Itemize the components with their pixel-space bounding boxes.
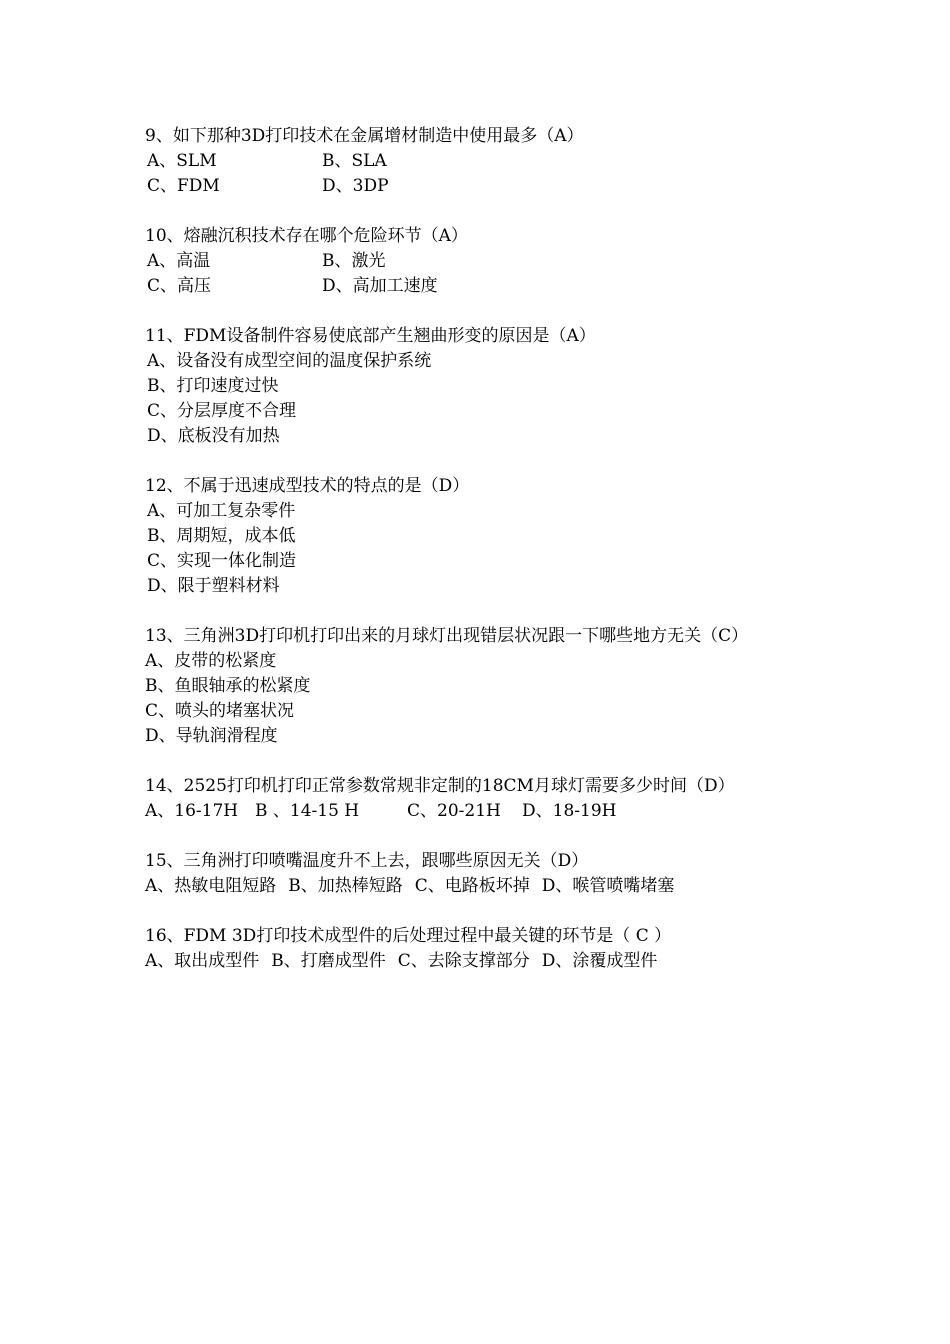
option-a: A、16-17H xyxy=(145,801,239,821)
question-11 xyxy=(145,324,845,449)
question-title: 11、FDM设备制件容易使底部产生翘曲形变的原因是（A） xyxy=(145,326,596,346)
question-title: 12、不属于迅速成型技术的特点的是（D） xyxy=(145,476,470,496)
question-12 xyxy=(145,474,845,599)
option-d: D、高加工速度 xyxy=(322,276,438,296)
option-b: B、周期短，成本低 xyxy=(147,526,296,546)
question-title: 9、如下那种3D打印技术在金属增材制造中使用最多（A） xyxy=(145,126,584,146)
question-list xyxy=(145,124,845,999)
option-d: D、喉管喷嘴堵塞 xyxy=(541,876,675,896)
question-15 xyxy=(145,849,845,899)
option-a: A、可加工复杂零件 xyxy=(147,501,296,521)
question-9 xyxy=(145,124,845,199)
option-d: D、限于塑料材料 xyxy=(147,576,280,596)
option-c: C、分层厚度不合理 xyxy=(147,401,297,421)
option-a: A、皮带的松紧度 xyxy=(145,651,277,671)
option-b: B、打印速度过快 xyxy=(147,376,279,396)
option-row xyxy=(145,149,845,174)
option-d: D、导轨润滑程度 xyxy=(145,726,278,746)
question-title: 14、2525打印机打印正常参数常规非定制的18CM月球灯需要多少时间（D） xyxy=(145,776,735,796)
option-c: C、实现一体化制造 xyxy=(147,551,297,571)
option-d: D、18-19H xyxy=(522,801,617,821)
option-row xyxy=(145,249,845,274)
question-13 xyxy=(145,624,845,749)
question-title: 13、三角洲3D打印机打印出来的月球灯出现错层状况跟一下哪些地方无关（C） xyxy=(145,626,749,646)
option-c: C、FDM xyxy=(147,176,220,196)
option-c: C、20-21H xyxy=(407,801,501,821)
option-d: D、3DP xyxy=(322,176,389,196)
question-title: 16、FDM 3D打印技术成型件的后处理过程中最关键的环节是（ C ） xyxy=(145,926,672,946)
option-row xyxy=(145,274,845,299)
question-16 xyxy=(145,924,845,974)
option-a: A、设备没有成型空间的温度保护系统 xyxy=(147,351,432,371)
option-a: A、SLM xyxy=(147,151,217,171)
question-title: 15、三角洲打印喷嘴温度升不上去，跟哪些原因无关（D） xyxy=(145,851,589,871)
option-b: B、SLA xyxy=(322,151,387,171)
option-c: C、高压 xyxy=(147,276,212,296)
option-b: B 、14-15 H xyxy=(255,801,360,821)
option-c: C、喷头的堵塞状况 xyxy=(145,701,295,721)
option-b: B、鱼眼轴承的松紧度 xyxy=(145,676,311,696)
option-b: B、激光 xyxy=(322,251,386,271)
option-row xyxy=(145,874,845,899)
question-title: 10、熔融沉积技术存在哪个危险环节（A） xyxy=(145,226,468,246)
option-c: C、去除支撑部分 xyxy=(397,951,530,971)
question-14 xyxy=(145,774,845,824)
option-c: C、电路板坏掉 xyxy=(414,876,530,896)
option-d: D、涂覆成型件 xyxy=(541,951,658,971)
option-a: A、热敏电阻短路 xyxy=(145,876,277,896)
question-10 xyxy=(145,224,845,299)
option-b: B、打磨成型件 xyxy=(271,951,386,971)
option-a: A、取出成型件 xyxy=(145,951,260,971)
option-d: D、底板没有加热 xyxy=(147,426,280,446)
option-row xyxy=(145,799,845,824)
option-a: A、高温 xyxy=(147,251,211,271)
option-b: B、加热棒短路 xyxy=(288,876,403,896)
option-row xyxy=(145,949,845,974)
option-row xyxy=(145,174,845,199)
